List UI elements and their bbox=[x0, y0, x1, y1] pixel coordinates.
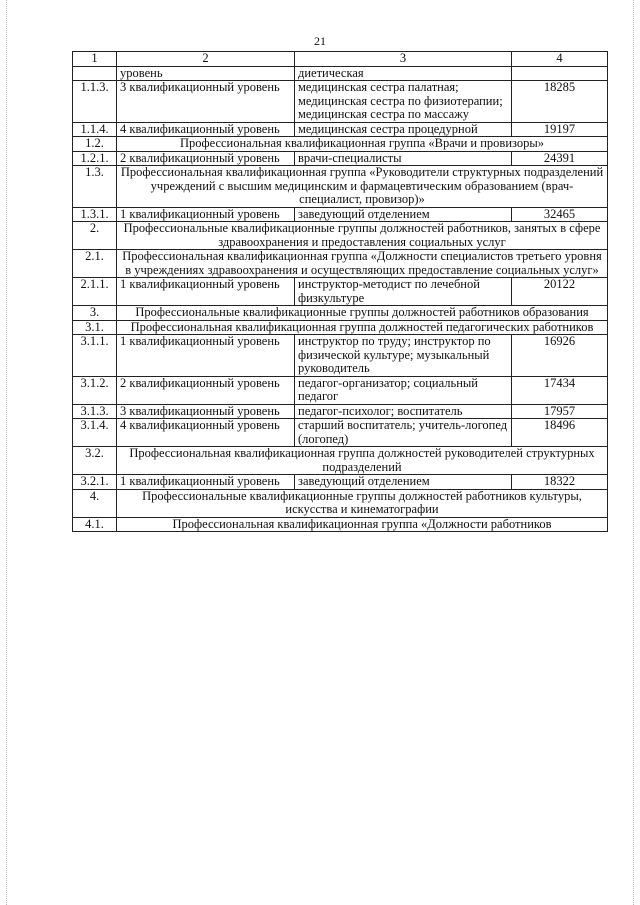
row-code: 2. bbox=[73, 222, 117, 250]
table-row bbox=[73, 335, 608, 377]
qualification-level: 1 квалификационный уровень bbox=[117, 475, 295, 490]
group-title: Профессиональная квалификационная группа должностей педагогических работников bbox=[117, 320, 608, 335]
position-names: медицинская сестра процедурной bbox=[295, 122, 512, 137]
salary-amount: 17434 bbox=[512, 376, 608, 404]
group-heading-row bbox=[73, 447, 608, 475]
group-title: Профессиональная квалификационная группа «Врачи и провизоры» bbox=[117, 137, 608, 152]
row-code: 1.2.1. bbox=[73, 151, 117, 166]
table-row bbox=[73, 207, 608, 222]
row-code: 3.1.1. bbox=[73, 335, 117, 377]
position-names: заведующий отделением bbox=[295, 475, 512, 490]
position-names: медицинская сестра палатная; медицинская сестра по физиотерапии; медицинская сестра по массажу bbox=[295, 81, 512, 123]
group-title: Профессиональные квалификационные группы должностей работников образования bbox=[117, 306, 608, 321]
qualification-level: 4 квалификационный уровень bbox=[117, 122, 295, 137]
group-heading-row bbox=[73, 137, 608, 152]
salary-amount: 18496 bbox=[512, 419, 608, 447]
qualification-level: 3 квалификационный уровень bbox=[117, 404, 295, 419]
column-header: 1 bbox=[73, 52, 117, 67]
table-row bbox=[73, 66, 608, 81]
row-code: 1.3.1. bbox=[73, 207, 117, 222]
column-header: 3 bbox=[295, 52, 512, 67]
qualification-level: 1 квалификационный уровень bbox=[117, 207, 295, 222]
qualification-level: 1 квалификационный уровень bbox=[117, 335, 295, 377]
position-names: инструктор-методист по лечебной физкультуре bbox=[295, 278, 512, 306]
group-heading-row bbox=[73, 306, 608, 321]
salary-amount: 17957 bbox=[512, 404, 608, 419]
position-names: диетическая bbox=[295, 66, 512, 81]
scan-edge-right bbox=[633, 0, 634, 905]
group-title: Профессиональная квалификационная группа «Руководители структурных подразделений учреждений с высшим медицинским и фармацевтическим образованием (врач-специалист, провизор)» bbox=[117, 166, 608, 208]
qualification-level: уровень bbox=[117, 66, 295, 81]
group-title: Профессиональные квалификационные группы должностей работников, занятых в сфере здравоохранения и предоставления социальных услуг bbox=[117, 222, 608, 250]
qualification-level: 1 квалификационный уровень bbox=[117, 278, 295, 306]
table-header-row bbox=[73, 52, 608, 67]
salary-amount: 19197 bbox=[512, 122, 608, 137]
salary-table-body bbox=[73, 52, 608, 532]
scan-edge-left bbox=[6, 0, 7, 905]
table-row bbox=[73, 81, 608, 123]
group-heading-row bbox=[73, 250, 608, 278]
group-heading-row bbox=[73, 320, 608, 335]
position-names: педагог-психолог; воспитатель bbox=[295, 404, 512, 419]
group-heading-row bbox=[73, 489, 608, 517]
group-title: Профессиональная квалификационная группа «Должности специалистов третьего уровня в учреждениях здравоохранения и осуществляющих предоставление социальных услуг» bbox=[117, 250, 608, 278]
table-row bbox=[73, 151, 608, 166]
table-row bbox=[73, 122, 608, 137]
row-code: 1.3. bbox=[73, 166, 117, 208]
table-row bbox=[73, 419, 608, 447]
row-code: 3.2.1. bbox=[73, 475, 117, 490]
row-code: 2.1.1. bbox=[73, 278, 117, 306]
salary-amount: 32465 bbox=[512, 207, 608, 222]
table-row bbox=[73, 404, 608, 419]
position-names: инструктор по труду; инструктор по физической культуре; музыкальный руководитель bbox=[295, 335, 512, 377]
row-code: 1.1.4. bbox=[73, 122, 117, 137]
row-code: 3.1. bbox=[73, 320, 117, 335]
page-number: 21 bbox=[314, 34, 326, 48]
group-title: Профессиональные квалификационные группы должностей работников культуры, искусства и кинематографии bbox=[117, 489, 608, 517]
position-names: старший воспитатель; учитель-логопед (логопед) bbox=[295, 419, 512, 447]
qualification-level: 3 квалификационный уровень bbox=[117, 81, 295, 123]
position-names: врачи-специалисты bbox=[295, 151, 512, 166]
salary-amount bbox=[512, 66, 608, 81]
group-heading-row bbox=[73, 517, 608, 532]
qualification-level: 4 квалификационный уровень bbox=[117, 419, 295, 447]
position-names: заведующий отделением bbox=[295, 207, 512, 222]
position-names: педагог-организатор; социальный педагог bbox=[295, 376, 512, 404]
salary-amount: 16926 bbox=[512, 335, 608, 377]
column-header: 2 bbox=[117, 52, 295, 67]
row-code: 1.1.3. bbox=[73, 81, 117, 123]
row-code: 3.1.3. bbox=[73, 404, 117, 419]
qualification-level: 2 квалификационный уровень bbox=[117, 151, 295, 166]
table-row bbox=[73, 376, 608, 404]
group-title: Профессиональная квалификационная группа должностей руководителей структурных подразделений bbox=[117, 447, 608, 475]
salary-table bbox=[72, 51, 608, 532]
row-code: 3.2. bbox=[73, 447, 117, 475]
row-code: 3.1.2. bbox=[73, 376, 117, 404]
qualification-level: 2 квалификационный уровень bbox=[117, 376, 295, 404]
salary-amount: 18285 bbox=[512, 81, 608, 123]
salary-amount: 18322 bbox=[512, 475, 608, 490]
group-heading-row bbox=[73, 222, 608, 250]
column-header: 4 bbox=[512, 52, 608, 67]
row-code: 3.1.4. bbox=[73, 419, 117, 447]
salary-amount: 20122 bbox=[512, 278, 608, 306]
table-row bbox=[73, 278, 608, 306]
row-code: 3. bbox=[73, 306, 117, 321]
row-code: 1.2. bbox=[73, 137, 117, 152]
table-row bbox=[73, 475, 608, 490]
row-code: 4.1. bbox=[73, 517, 117, 532]
row-code: 4. bbox=[73, 489, 117, 517]
group-heading-row bbox=[73, 166, 608, 208]
row-code bbox=[73, 66, 117, 81]
salary-amount: 24391 bbox=[512, 151, 608, 166]
group-title: Профессиональная квалификационная группа «Должности работников bbox=[117, 517, 608, 532]
row-code: 2.1. bbox=[73, 250, 117, 278]
